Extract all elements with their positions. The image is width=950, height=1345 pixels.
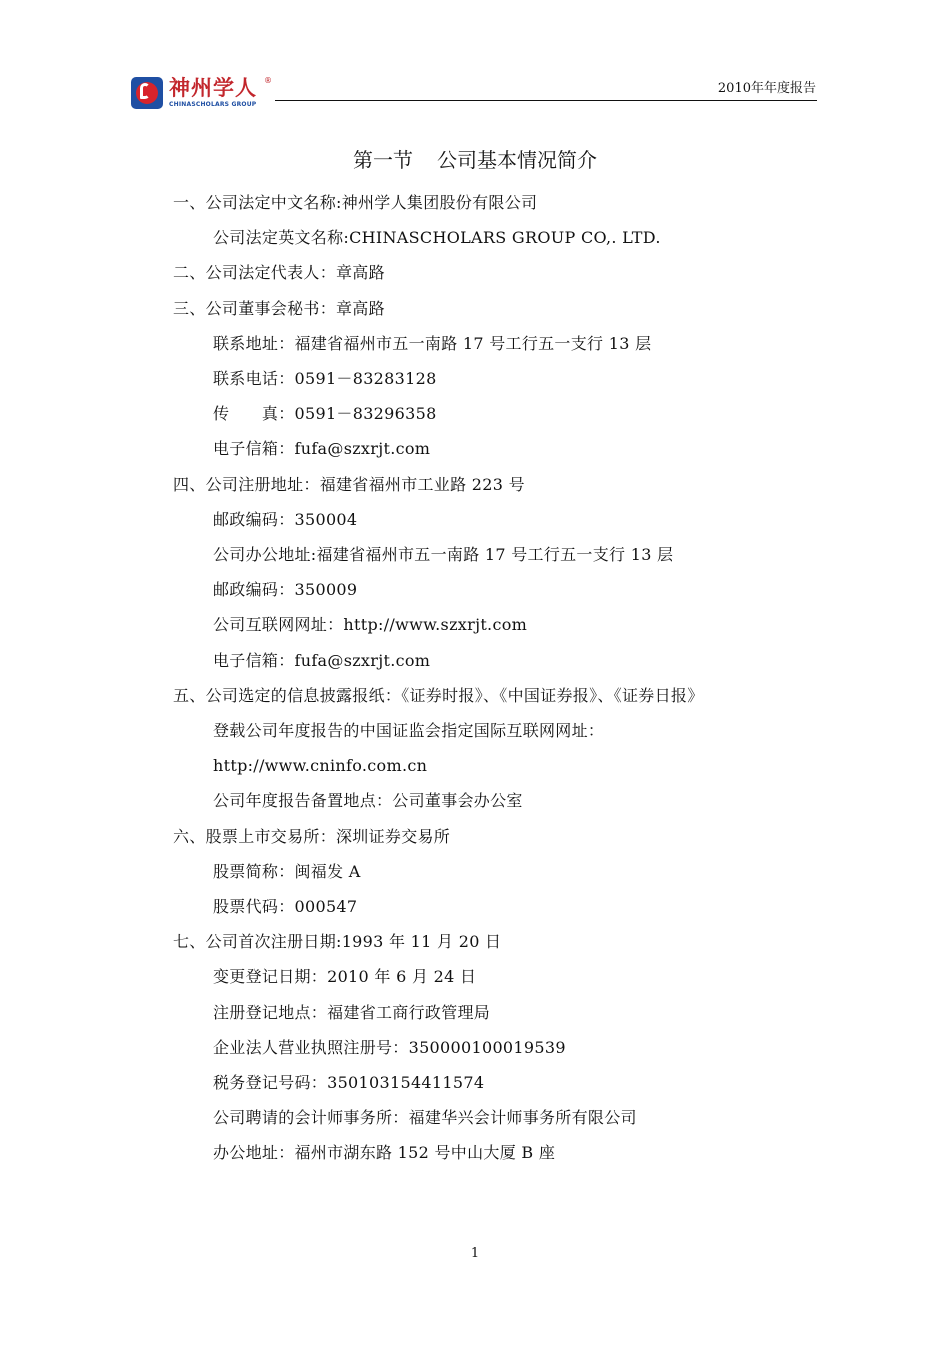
section-item: 一、公司法定中文名称:神州学人集团股份有限公司: [173, 193, 538, 212]
logo-registered-mark: ®: [264, 76, 272, 85]
company-logo: [131, 75, 276, 111]
section-number: 第一节: [353, 148, 413, 172]
section-detail: 办公地址：福州市湖东路 152 号中山大厦 B 座: [213, 1143, 556, 1163]
section-detail: 公司聘请的会计师事务所：福建华兴会计师事务所有限公司: [213, 1108, 637, 1128]
section-detail: http://www.cninfo.com.cn: [213, 756, 428, 776]
section-detail: 公司法定英文名称:CHINASCHOLARS GROUP CO,. LTD.: [213, 228, 661, 248]
page-number: 1: [470, 1246, 480, 1261]
logo-badge-icon: [131, 77, 163, 109]
section-detail: 联系电话：0591－83283128: [213, 369, 437, 388]
section-detail: 邮政编码：350004: [213, 509, 358, 529]
section-detail: 股票代码：000547: [213, 897, 358, 916]
logo-name: 神州学人: [169, 76, 257, 100]
header-rule: [275, 100, 817, 101]
section-item: 五、公司选定的信息披露报纸：《证券时报》、《中国证券报》、《证券日报》: [173, 685, 704, 705]
section-item: 七、公司首次注册日期:1993 年 11 月 20 日: [173, 932, 502, 952]
section-item: 四、公司注册地址：福建省福州市工业路 223 号: [173, 474, 525, 494]
section-detail: 邮政编码：350009: [213, 580, 358, 600]
section-detail: 税务登记号码：350103154411574: [213, 1073, 485, 1092]
section-detail: 公司年度报告备置地点：公司董事会办公室: [213, 791, 523, 811]
logo-subtitle: CHINASCHOLARS GROUP: [169, 101, 257, 108]
section-detail: 公司办公地址:福建省福州市五一南路 17 号工行五一支行 13 层: [213, 545, 674, 564]
section-title: [0, 146, 950, 174]
section-detail: 注册登记地点：福建省工商行政管理局: [213, 1002, 491, 1022]
section-heading: 公司基本情况简介: [437, 148, 597, 172]
section-item: 三、公司董事会秘书：章高路: [173, 298, 385, 318]
section-detail: 变更登记日期：2010 年 6 月 24 日: [213, 967, 477, 987]
section-detail: 电子信箱：fufa@szxrjt.com: [213, 439, 431, 459]
section-detail: 传 真：0591－83296358: [213, 404, 437, 424]
section-detail: 电子信箱：fufa@szxrjt.com: [213, 650, 431, 670]
section-detail: 联系地址：福建省福州市五一南路 17 号工行五一支行 13 层: [213, 333, 652, 353]
section-detail: 登载公司年度报告的中国证监会指定国际互联网网址：: [213, 721, 605, 740]
section-item: 二、公司法定代表人：章高路: [173, 263, 385, 283]
report-title: 2010年年度报告: [717, 81, 816, 96]
section-detail: 股票简称：闽福发 A: [213, 861, 361, 881]
section-detail: 企业法人营业执照注册号：350000100019539: [213, 1037, 566, 1057]
section-detail: 公司互联网网址：http://www.szxrjt.com: [213, 615, 528, 635]
section-item: 六、股票上市交易所：深圳证券交易所: [173, 826, 451, 846]
